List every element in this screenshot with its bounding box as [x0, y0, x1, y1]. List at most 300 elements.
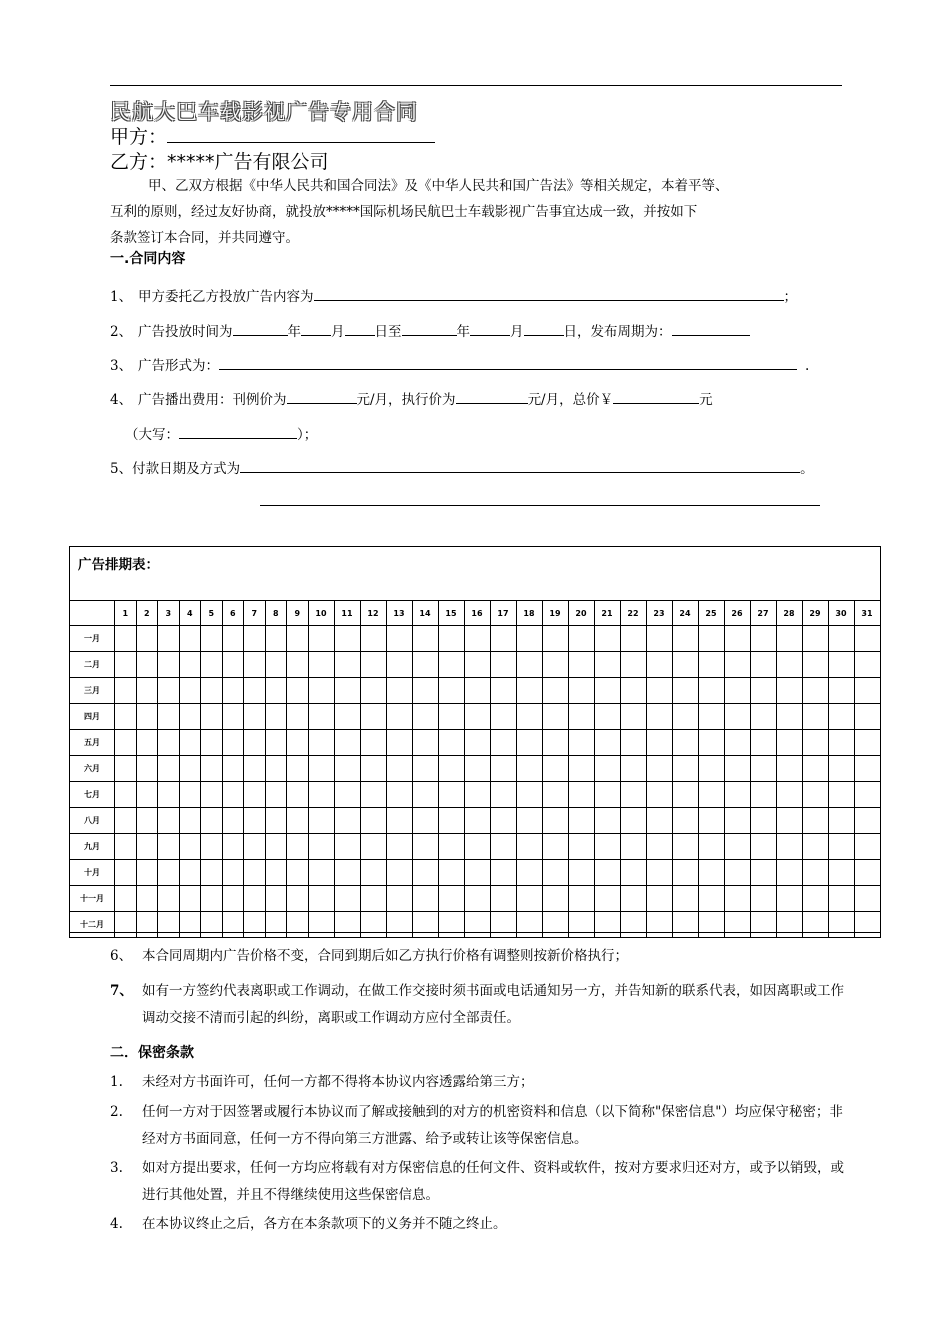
schedule-cell[interactable] [115, 912, 137, 938]
schedule-cell[interactable] [308, 626, 334, 652]
schedule-cell[interactable] [265, 678, 287, 704]
total-price-field[interactable] [613, 389, 699, 404]
start-day-field[interactable] [345, 321, 375, 336]
schedule-cell[interactable] [360, 652, 386, 678]
schedule-cell[interactable] [516, 704, 542, 730]
schedule-cell[interactable] [308, 756, 334, 782]
schedule-cell[interactable] [222, 730, 244, 756]
schedule-cell[interactable] [698, 730, 724, 756]
schedule-cell[interactable] [698, 912, 724, 938]
schedule-cell[interactable] [854, 704, 880, 730]
schedule-cell[interactable] [672, 626, 698, 652]
schedule-cell[interactable] [265, 860, 287, 886]
schedule-cell[interactable] [542, 626, 568, 652]
schedule-cell[interactable] [568, 678, 594, 704]
schedule-cell[interactable] [158, 756, 180, 782]
schedule-cell[interactable] [516, 808, 542, 834]
schedule-cell[interactable] [672, 886, 698, 912]
schedule-cell[interactable] [776, 834, 802, 860]
schedule-cell[interactable] [490, 860, 516, 886]
schedule-cell[interactable] [464, 834, 490, 860]
schedule-cell[interactable] [265, 834, 287, 860]
schedule-cell[interactable] [568, 782, 594, 808]
schedule-cell[interactable] [594, 678, 620, 704]
schedule-cell[interactable] [776, 886, 802, 912]
list-price-field[interactable] [287, 389, 357, 404]
schedule-cell[interactable] [750, 860, 776, 886]
schedule-cell[interactable] [265, 808, 287, 834]
schedule-cell[interactable] [222, 782, 244, 808]
schedule-cell[interactable] [158, 626, 180, 652]
schedule-cell[interactable] [724, 756, 750, 782]
schedule-cell[interactable] [620, 834, 646, 860]
schedule-cell[interactable] [136, 678, 158, 704]
schedule-cell[interactable] [490, 652, 516, 678]
schedule-cell[interactable] [334, 730, 360, 756]
schedule-cell[interactable] [158, 912, 180, 938]
schedule-cell[interactable] [201, 808, 223, 834]
schedule-cell[interactable] [542, 782, 568, 808]
schedule-cell[interactable] [115, 704, 137, 730]
ad-format-field[interactable] [219, 355, 797, 370]
schedule-cell[interactable] [136, 730, 158, 756]
schedule-cell[interactable] [287, 886, 309, 912]
schedule-cell[interactable] [244, 912, 266, 938]
schedule-cell[interactable] [308, 782, 334, 808]
schedule-cell[interactable] [620, 912, 646, 938]
schedule-cell[interactable] [516, 652, 542, 678]
schedule-cell[interactable] [464, 678, 490, 704]
schedule-cell[interactable] [542, 730, 568, 756]
schedule-cell[interactable] [115, 860, 137, 886]
schedule-cell[interactable] [115, 808, 137, 834]
schedule-cell[interactable] [776, 860, 802, 886]
schedule-cell[interactable] [672, 730, 698, 756]
schedule-cell[interactable] [244, 808, 266, 834]
schedule-cell[interactable] [222, 652, 244, 678]
schedule-cell[interactable] [287, 782, 309, 808]
ad-content-field[interactable] [314, 286, 784, 301]
schedule-cell[interactable] [464, 860, 490, 886]
schedule-cell[interactable] [698, 678, 724, 704]
schedule-cell[interactable] [201, 782, 223, 808]
schedule-cell[interactable] [698, 782, 724, 808]
schedule-cell[interactable] [158, 652, 180, 678]
schedule-cell[interactable] [672, 652, 698, 678]
schedule-cell[interactable] [179, 912, 201, 938]
schedule-cell[interactable] [386, 652, 412, 678]
schedule-cell[interactable] [360, 678, 386, 704]
schedule-cell[interactable] [115, 782, 137, 808]
schedule-cell[interactable] [386, 704, 412, 730]
schedule-cell[interactable] [201, 626, 223, 652]
schedule-cell[interactable] [201, 652, 223, 678]
schedule-cell[interactable] [201, 912, 223, 938]
schedule-cell[interactable] [672, 782, 698, 808]
schedule-cell[interactable] [698, 808, 724, 834]
schedule-cell[interactable] [158, 860, 180, 886]
schedule-cell[interactable] [568, 626, 594, 652]
schedule-cell[interactable] [568, 834, 594, 860]
schedule-cell[interactable] [802, 652, 828, 678]
schedule-cell[interactable] [179, 886, 201, 912]
schedule-cell[interactable] [750, 678, 776, 704]
schedule-cell[interactable] [620, 782, 646, 808]
schedule-cell[interactable] [308, 834, 334, 860]
schedule-cell[interactable] [802, 756, 828, 782]
schedule-cell[interactable] [265, 652, 287, 678]
schedule-cell[interactable] [620, 886, 646, 912]
schedule-cell[interactable] [724, 912, 750, 938]
schedule-cell[interactable] [828, 756, 854, 782]
schedule-cell[interactable] [412, 860, 438, 886]
schedule-cell[interactable] [568, 756, 594, 782]
schedule-cell[interactable] [750, 808, 776, 834]
schedule-cell[interactable] [594, 834, 620, 860]
schedule-cell[interactable] [360, 782, 386, 808]
schedule-cell[interactable] [136, 886, 158, 912]
schedule-cell[interactable] [672, 834, 698, 860]
schedule-cell[interactable] [646, 730, 672, 756]
schedule-cell[interactable] [490, 912, 516, 938]
schedule-cell[interactable] [222, 860, 244, 886]
schedule-cell[interactable] [201, 860, 223, 886]
schedule-cell[interactable] [136, 704, 158, 730]
schedule-cell[interactable] [776, 912, 802, 938]
schedule-cell[interactable] [115, 756, 137, 782]
schedule-cell[interactable] [179, 860, 201, 886]
schedule-cell[interactable] [265, 704, 287, 730]
schedule-cell[interactable] [854, 860, 880, 886]
schedule-cell[interactable] [854, 912, 880, 938]
schedule-cell[interactable] [412, 756, 438, 782]
schedule-cell[interactable] [776, 782, 802, 808]
schedule-cell[interactable] [136, 808, 158, 834]
schedule-cell[interactable] [360, 756, 386, 782]
schedule-cell[interactable] [386, 886, 412, 912]
schedule-cell[interactable] [438, 652, 464, 678]
schedule-cell[interactable] [158, 678, 180, 704]
schedule-cell[interactable] [594, 652, 620, 678]
schedule-cell[interactable] [438, 704, 464, 730]
schedule-cell[interactable] [265, 886, 287, 912]
schedule-cell[interactable] [265, 730, 287, 756]
schedule-cell[interactable] [412, 704, 438, 730]
schedule-cell[interactable] [490, 704, 516, 730]
schedule-cell[interactable] [542, 704, 568, 730]
schedule-cell[interactable] [334, 834, 360, 860]
schedule-cell[interactable] [854, 626, 880, 652]
schedule-cell[interactable] [750, 704, 776, 730]
schedule-cell[interactable] [828, 886, 854, 912]
schedule-cell[interactable] [438, 730, 464, 756]
schedule-cell[interactable] [802, 730, 828, 756]
schedule-cell[interactable] [646, 808, 672, 834]
capital-amount-field[interactable] [179, 424, 297, 439]
schedule-cell[interactable] [158, 834, 180, 860]
schedule-cell[interactable] [646, 782, 672, 808]
schedule-cell[interactable] [672, 756, 698, 782]
schedule-cell[interactable] [698, 886, 724, 912]
schedule-cell[interactable] [244, 652, 266, 678]
schedule-cell[interactable] [412, 678, 438, 704]
schedule-cell[interactable] [438, 626, 464, 652]
schedule-cell[interactable] [542, 808, 568, 834]
schedule-cell[interactable] [828, 860, 854, 886]
schedule-cell[interactable] [646, 626, 672, 652]
schedule-cell[interactable] [698, 756, 724, 782]
schedule-cell[interactable] [201, 756, 223, 782]
schedule-cell[interactable] [854, 652, 880, 678]
schedule-cell[interactable] [776, 652, 802, 678]
schedule-cell[interactable] [776, 730, 802, 756]
schedule-cell[interactable] [386, 730, 412, 756]
schedule-cell[interactable] [360, 704, 386, 730]
schedule-cell[interactable] [776, 678, 802, 704]
schedule-cell[interactable] [490, 886, 516, 912]
schedule-cell[interactable] [412, 730, 438, 756]
schedule-cell[interactable] [516, 756, 542, 782]
schedule-cell[interactable] [201, 886, 223, 912]
schedule-cell[interactable] [854, 808, 880, 834]
schedule-cell[interactable] [334, 626, 360, 652]
schedule-cell[interactable] [412, 652, 438, 678]
schedule-cell[interactable] [698, 834, 724, 860]
schedule-cell[interactable] [542, 652, 568, 678]
schedule-cell[interactable] [464, 782, 490, 808]
schedule-cell[interactable] [158, 782, 180, 808]
schedule-cell[interactable] [724, 730, 750, 756]
schedule-cell[interactable] [244, 730, 266, 756]
schedule-cell[interactable] [594, 912, 620, 938]
schedule-cell[interactable] [854, 834, 880, 860]
schedule-cell[interactable] [464, 912, 490, 938]
schedule-cell[interactable] [750, 782, 776, 808]
schedule-cell[interactable] [542, 756, 568, 782]
release-period-field[interactable] [672, 321, 750, 336]
schedule-cell[interactable] [776, 756, 802, 782]
schedule-cell[interactable] [412, 782, 438, 808]
schedule-cell[interactable] [308, 704, 334, 730]
schedule-cell[interactable] [568, 860, 594, 886]
schedule-cell[interactable] [136, 912, 158, 938]
schedule-cell[interactable] [854, 886, 880, 912]
schedule-cell[interactable] [222, 808, 244, 834]
schedule-cell[interactable] [334, 808, 360, 834]
schedule-cell[interactable] [438, 860, 464, 886]
schedule-cell[interactable] [698, 704, 724, 730]
schedule-cell[interactable] [438, 808, 464, 834]
schedule-cell[interactable] [620, 860, 646, 886]
schedule-cell[interactable] [308, 860, 334, 886]
schedule-cell[interactable] [620, 808, 646, 834]
schedule-cell[interactable] [464, 886, 490, 912]
schedule-cell[interactable] [412, 808, 438, 834]
schedule-cell[interactable] [854, 756, 880, 782]
schedule-cell[interactable] [802, 626, 828, 652]
start-year-field[interactable] [233, 321, 288, 336]
schedule-cell[interactable] [542, 834, 568, 860]
schedule-cell[interactable] [360, 912, 386, 938]
schedule-cell[interactable] [594, 782, 620, 808]
schedule-cell[interactable] [516, 834, 542, 860]
schedule-cell[interactable] [360, 808, 386, 834]
schedule-cell[interactable] [334, 860, 360, 886]
schedule-cell[interactable] [828, 730, 854, 756]
start-month-field[interactable] [301, 321, 331, 336]
schedule-cell[interactable] [464, 704, 490, 730]
schedule-cell[interactable] [854, 730, 880, 756]
schedule-cell[interactable] [222, 704, 244, 730]
schedule-cell[interactable] [568, 652, 594, 678]
payment-method-field-line2[interactable] [260, 505, 820, 506]
schedule-cell[interactable] [750, 886, 776, 912]
payment-method-field[interactable] [240, 458, 800, 473]
schedule-cell[interactable] [646, 704, 672, 730]
schedule-cell[interactable] [265, 756, 287, 782]
schedule-cell[interactable] [222, 626, 244, 652]
schedule-cell[interactable] [724, 834, 750, 860]
schedule-cell[interactable] [828, 912, 854, 938]
schedule-cell[interactable] [516, 860, 542, 886]
schedule-cell[interactable] [179, 782, 201, 808]
schedule-cell[interactable] [438, 886, 464, 912]
end-month-field[interactable] [470, 321, 510, 336]
schedule-cell[interactable] [115, 730, 137, 756]
schedule-cell[interactable] [620, 652, 646, 678]
schedule-cell[interactable] [287, 756, 309, 782]
schedule-cell[interactable] [724, 860, 750, 886]
schedule-cell[interactable] [179, 652, 201, 678]
schedule-cell[interactable] [265, 626, 287, 652]
schedule-cell[interactable] [828, 834, 854, 860]
schedule-cell[interactable] [490, 626, 516, 652]
schedule-cell[interactable] [179, 730, 201, 756]
schedule-cell[interactable] [646, 860, 672, 886]
schedule-cell[interactable] [594, 808, 620, 834]
schedule-cell[interactable] [438, 756, 464, 782]
schedule-cell[interactable] [464, 730, 490, 756]
schedule-cell[interactable] [136, 652, 158, 678]
schedule-cell[interactable] [386, 912, 412, 938]
schedule-cell[interactable] [828, 808, 854, 834]
schedule-cell[interactable] [244, 886, 266, 912]
schedule-cell[interactable] [542, 678, 568, 704]
schedule-cell[interactable] [802, 860, 828, 886]
schedule-cell[interactable] [244, 704, 266, 730]
schedule-cell[interactable] [386, 808, 412, 834]
schedule-cell[interactable] [334, 652, 360, 678]
schedule-cell[interactable] [287, 626, 309, 652]
schedule-cell[interactable] [136, 756, 158, 782]
schedule-cell[interactable] [136, 834, 158, 860]
end-day-field[interactable] [524, 321, 564, 336]
schedule-cell[interactable] [672, 704, 698, 730]
schedule-cell[interactable] [412, 626, 438, 652]
schedule-cell[interactable] [287, 860, 309, 886]
schedule-cell[interactable] [308, 808, 334, 834]
schedule-cell[interactable] [542, 860, 568, 886]
schedule-cell[interactable] [802, 808, 828, 834]
schedule-cell[interactable] [802, 912, 828, 938]
schedule-cell[interactable] [672, 912, 698, 938]
schedule-cell[interactable] [179, 756, 201, 782]
schedule-cell[interactable] [287, 704, 309, 730]
schedule-cell[interactable] [412, 886, 438, 912]
schedule-cell[interactable] [568, 704, 594, 730]
schedule-cell[interactable] [464, 652, 490, 678]
schedule-cell[interactable] [158, 808, 180, 834]
schedule-cell[interactable] [308, 730, 334, 756]
schedule-cell[interactable] [620, 756, 646, 782]
schedule-cell[interactable] [115, 652, 137, 678]
schedule-cell[interactable] [179, 678, 201, 704]
schedule-cell[interactable] [136, 860, 158, 886]
schedule-cell[interactable] [464, 808, 490, 834]
schedule-cell[interactable] [287, 678, 309, 704]
schedule-cell[interactable] [222, 756, 244, 782]
schedule-cell[interactable] [438, 678, 464, 704]
schedule-cell[interactable] [698, 652, 724, 678]
schedule-cell[interactable] [516, 678, 542, 704]
schedule-cell[interactable] [594, 756, 620, 782]
schedule-cell[interactable] [750, 756, 776, 782]
schedule-cell[interactable] [287, 730, 309, 756]
schedule-cell[interactable] [646, 834, 672, 860]
schedule-cell[interactable] [646, 912, 672, 938]
schedule-cell[interactable] [334, 704, 360, 730]
schedule-cell[interactable] [776, 808, 802, 834]
schedule-cell[interactable] [828, 678, 854, 704]
schedule-cell[interactable] [334, 912, 360, 938]
schedule-cell[interactable] [464, 756, 490, 782]
schedule-cell[interactable] [750, 652, 776, 678]
schedule-cell[interactable] [828, 782, 854, 808]
schedule-cell[interactable] [750, 626, 776, 652]
schedule-cell[interactable] [516, 626, 542, 652]
schedule-cell[interactable] [222, 912, 244, 938]
schedule-cell[interactable] [828, 652, 854, 678]
schedule-cell[interactable] [115, 834, 137, 860]
schedule-cell[interactable] [724, 652, 750, 678]
schedule-cell[interactable] [620, 678, 646, 704]
end-year-field[interactable] [402, 321, 457, 336]
schedule-cell[interactable] [724, 782, 750, 808]
schedule-cell[interactable] [334, 756, 360, 782]
schedule-cell[interactable] [620, 626, 646, 652]
schedule-cell[interactable] [698, 860, 724, 886]
schedule-cell[interactable] [802, 834, 828, 860]
schedule-cell[interactable] [672, 860, 698, 886]
schedule-cell[interactable] [438, 912, 464, 938]
schedule-cell[interactable] [854, 782, 880, 808]
schedule-cell[interactable] [360, 860, 386, 886]
schedule-cell[interactable] [360, 886, 386, 912]
party-a-blank[interactable] [167, 122, 435, 143]
schedule-cell[interactable] [490, 730, 516, 756]
schedule-cell[interactable] [724, 886, 750, 912]
schedule-cell[interactable] [201, 730, 223, 756]
schedule-cell[interactable] [724, 808, 750, 834]
schedule-cell[interactable] [646, 678, 672, 704]
schedule-cell[interactable] [360, 834, 386, 860]
schedule-cell[interactable] [542, 912, 568, 938]
schedule-cell[interactable] [287, 652, 309, 678]
schedule-cell[interactable] [516, 912, 542, 938]
schedule-cell[interactable] [750, 912, 776, 938]
exec-price-field[interactable] [456, 389, 528, 404]
schedule-cell[interactable] [115, 678, 137, 704]
